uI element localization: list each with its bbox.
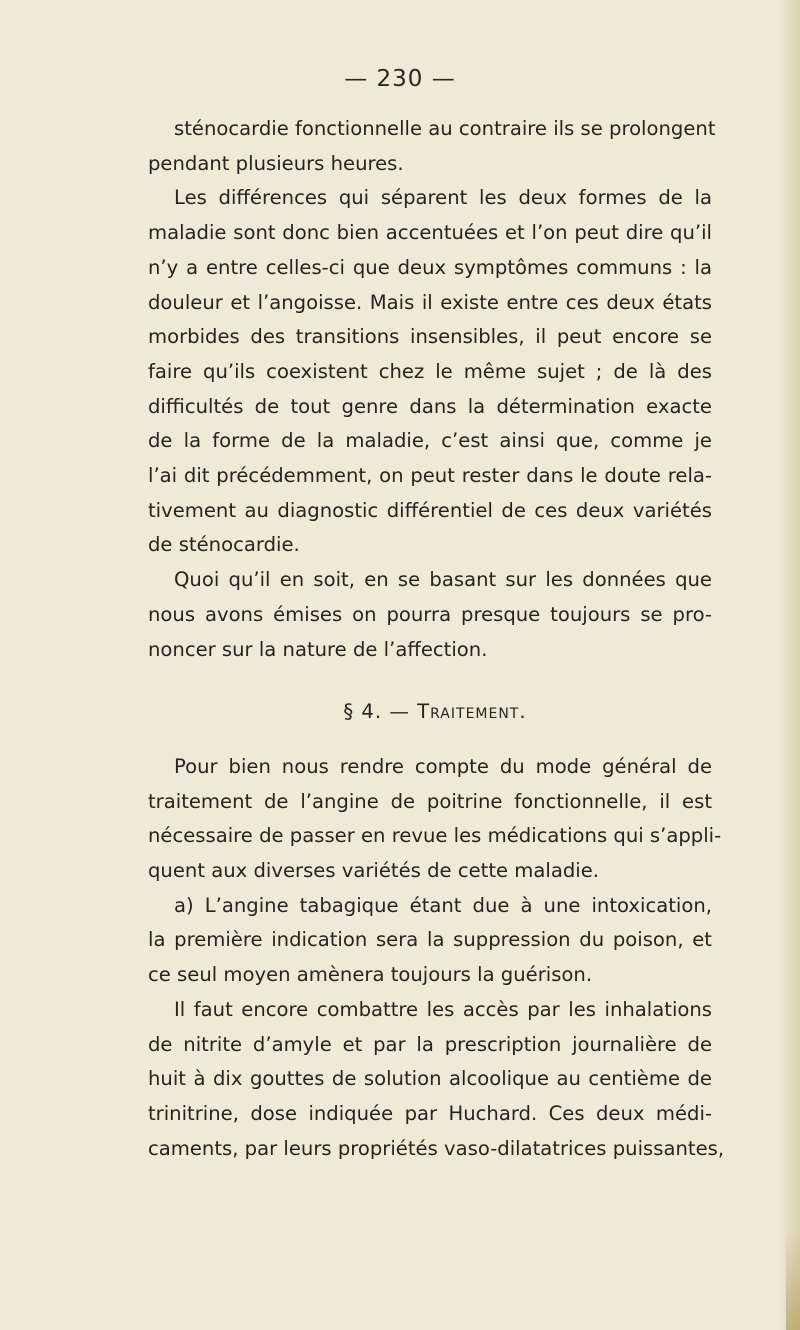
text-line: trinitrine, dose indiquée par Huchard. Ces deux médi- xyxy=(148,1101,712,1125)
text-line: maladie sont donc bien accentuées et l’on peut dire qu’il xyxy=(148,221,712,245)
text-line: traitement de l’angine de poitrine fonctionnelle, il est xyxy=(148,789,712,813)
text-line: Quoi qu’il en soit, en se basant sur les données que xyxy=(174,568,712,592)
text-line: tivement au diagnostic différentiel de ces deux variétés xyxy=(148,498,712,522)
text-line: ce seul moyen amènera toujours la guérison. xyxy=(148,963,593,987)
text-line: Il faut encore combattre les accès par les inhalations xyxy=(174,997,712,1021)
text-line: a) L’angine tabagique étant due à une intoxication, xyxy=(174,893,712,917)
text-line: quent aux diverses variétés de cette maladie. xyxy=(148,859,600,883)
text-line: huit à dix gouttes de solution alcoolique au centième de xyxy=(148,1067,712,1091)
text-line: sténocardie fonctionnelle au contraire ils se prolongent xyxy=(174,117,716,140)
text-line: noncer sur la nature de l’affection. xyxy=(148,637,488,661)
page-edge-stain xyxy=(786,1230,800,1330)
text-line: l’ai dit précédemment, on peut rester dans le doute rela- xyxy=(148,464,712,488)
text-line: la première indication sera la suppression du poison, et xyxy=(148,928,712,952)
body-text xyxy=(148,112,725,1166)
paragraph xyxy=(148,889,712,993)
text-line: caments, par leurs propriétés vaso-dilatatrices puissantes, xyxy=(148,1136,725,1160)
text-after-heading xyxy=(148,750,725,1166)
text-line: Pour bien nous rendre compte du mode général de xyxy=(174,754,712,778)
section-heading: § 4. — Traitement. xyxy=(343,700,527,724)
text-before-heading xyxy=(148,112,716,667)
text-line: pendant plusieurs heures. xyxy=(148,151,404,175)
text-line: douleur et l’angoisse. Mais il existe entre ces deux états xyxy=(148,290,712,314)
paragraph xyxy=(148,181,712,563)
page-number: — 230 — xyxy=(344,66,456,92)
paragraph xyxy=(148,563,712,667)
text-line: morbides des transitions insensibles, il peut encore se xyxy=(148,325,712,349)
text-line: de sténocardie. xyxy=(148,533,300,557)
text-line: n’y a entre celles-ci que deux symptômes communs : la xyxy=(148,255,712,279)
text-line: nous avons émises on pourra presque toujours se pro- xyxy=(148,602,712,626)
text-line: difficultés de tout genre dans la détermination exacte xyxy=(148,394,712,418)
text-line: Les différences qui séparent les deux formes de la xyxy=(174,186,712,210)
text-line: nécessaire de passer en revue les médications qui s’appli- xyxy=(148,824,722,848)
paragraph xyxy=(148,993,725,1167)
text-line: de nitrite d’amyle et par la prescription journalière de xyxy=(148,1032,712,1056)
paragraph xyxy=(148,112,716,181)
text-line: faire qu’ils coexistent chez le même sujet ; de là des xyxy=(148,359,712,383)
page-edge-shadow xyxy=(776,0,800,1330)
text-line: de la forme de la maladie, c’est ainsi que, comme je xyxy=(148,429,712,453)
paragraph xyxy=(148,750,722,889)
